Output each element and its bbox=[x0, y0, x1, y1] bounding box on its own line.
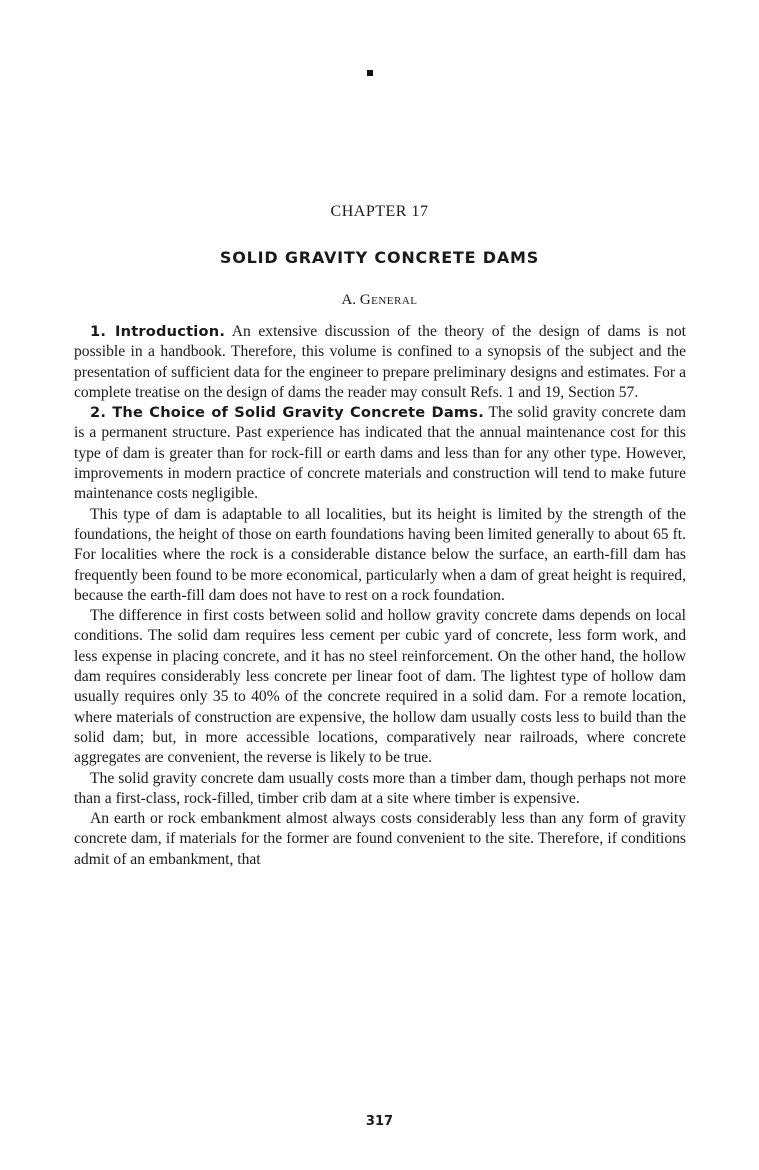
paragraph-heading: 2. The Choice of Solid Gravity Concrete Dams. bbox=[90, 404, 484, 422]
section-letter: A. bbox=[341, 292, 357, 308]
paragraph-text: The difference in first costs between solid and hollow gravity concrete dams depends on local conditions. The solid dam requires less cement per cubic yard of concrete, less form work, and less expense in placing concrete, and it has no steel reinforcement. On the other hand, the hollow dam requires considerably less concrete per linear foot of dam. The lightest type of hollow dam usually requires only 35 to 40% of the concrete required in a solid dam. For a remote location, where materials of construction are expensive, the hollow dam usually costs less to build than the solid dam; but, in more accessible locations, comparatively near railroads, where concrete aggregates are convenient, the reverse is likely to be true. bbox=[74, 607, 686, 767]
paragraph-text: The solid gravity concrete dam usually costs more than a timber dam, though perhaps not more than a first-class, rock-filled, timber crib dam at a site where timber is expensive. bbox=[74, 769, 686, 807]
page-mark bbox=[367, 70, 373, 76]
paragraph-text: An earth or rock embankment almost always costs considerably less than any form of gravity concrete dam, if materials for the former are found convenient to the site. Therefore, if conditions admit of an embankment, that bbox=[74, 810, 686, 868]
paragraph bbox=[74, 505, 686, 606]
paragraph-text: This type of dam is adaptable to all localities, but its height is limited by the strength of the foundations, the height of those on earth foundations having been limited generally to about 65 ft. For localities where the rock is a considerable distance below the surface, an earth-fill dam has frequently been found to be more economical, particularly when a dam of great height is required, because the earth-fill dam does not have to rest on a rock foundation. bbox=[74, 505, 686, 604]
section-heading bbox=[0, 292, 759, 309]
paragraph-text: An extensive discussion of the theory of the design of dams is not possible in a handbook. Therefore, this volume is confined to a synopsis of the subject and the presentation of sufficient data for the engineer to prepare preliminary designs and estimates. For a complete treatise on the design of dams the reader may consult Refs. 1 and 19, Section 57. bbox=[74, 323, 686, 401]
paragraph bbox=[74, 606, 686, 768]
section-name: General bbox=[359, 292, 418, 308]
paragraph-introduction bbox=[74, 322, 686, 403]
page-number: 317 bbox=[365, 1114, 394, 1129]
paragraph-choice bbox=[74, 403, 686, 504]
chapter-number: CHAPTER 17 bbox=[330, 203, 429, 220]
paragraph bbox=[74, 809, 686, 870]
paragraph-text: The solid gravity concrete dam is a permanent structure. Past experience has indicated that the annual maintenance cost for this type of dam is greater than for rock-fill or earth dams and less than for any other type. However, improvements in modern practice of concrete materials and construction will tend to make future maintenance costs negligible. bbox=[74, 404, 686, 503]
chapter-title: SOLID GRAVITY CONCRETE DAMS bbox=[219, 248, 540, 267]
paragraph-heading: 1. Introduction. bbox=[90, 323, 226, 340]
paragraph bbox=[74, 769, 686, 810]
body-text bbox=[74, 322, 686, 870]
